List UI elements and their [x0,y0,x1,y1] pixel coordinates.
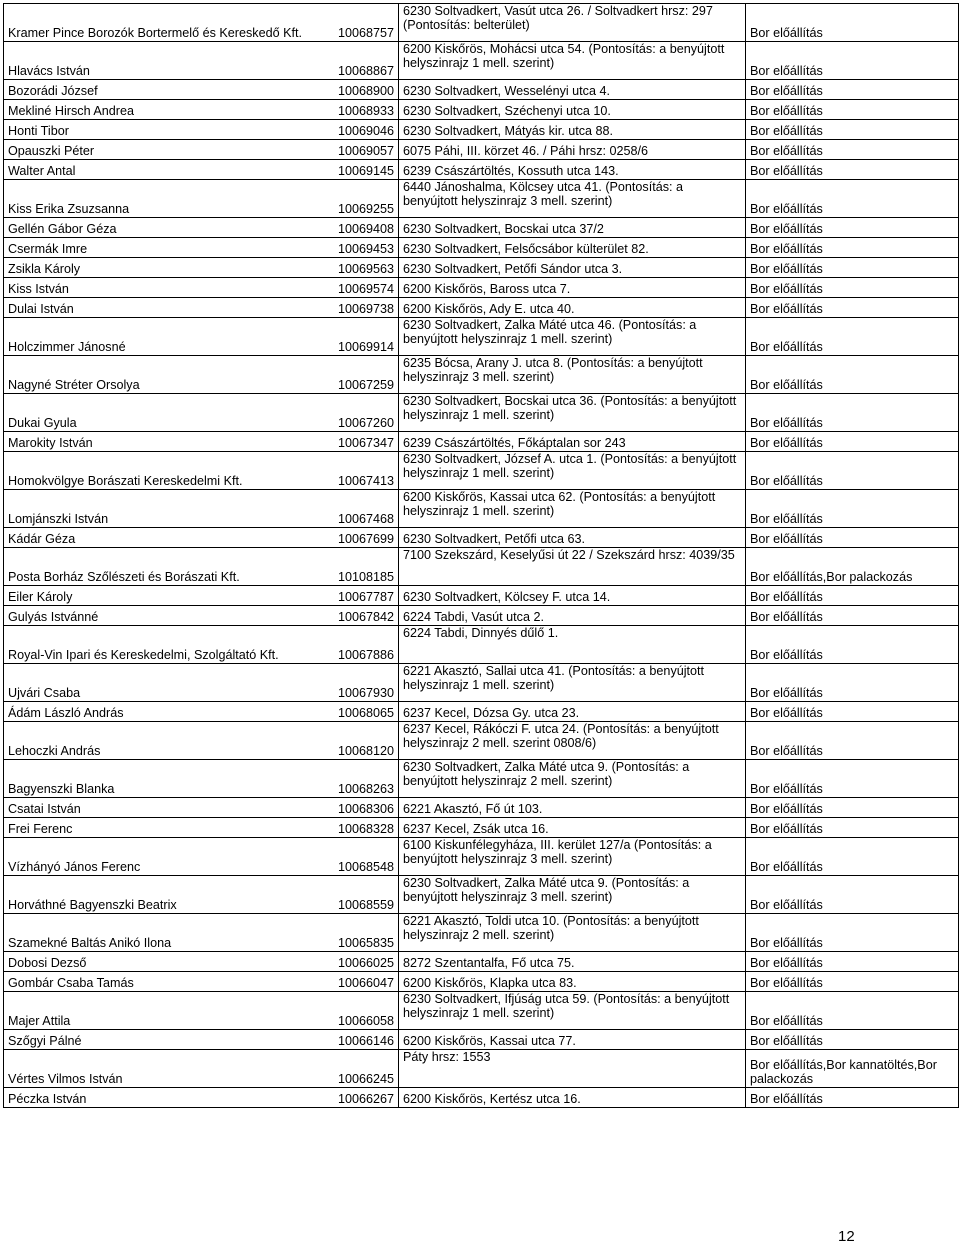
operator-name: Dobosi Dezső [8,956,87,970]
registry-id: 10066267 [337,1092,394,1106]
registry-id: 10066245 [337,1072,394,1086]
site-address: 6230 Soltvadkert, Petőfi Sándor utca 3. [399,258,746,278]
activity-type: Bor előállítás [746,120,959,140]
site-address: 6237 Kecel, Zsák utca 16. [399,818,746,838]
site-address: 6221 Akasztó, Toldi utca 10. (Pontosítás: a benyújtott helyszinrajz 2 mell. szerint) [399,914,746,952]
operator-name: Frei Ferenc [8,822,73,836]
site-address: 6200 Kiskőrös, Kassai utca 77. [399,1030,746,1050]
site-address: Páty hrsz: 1553 [399,1050,746,1088]
table-row [4,4,959,42]
registry-id: 10068900 [337,84,394,98]
site-address: 8272 Szentantalfa, Fő utca 75. [399,952,746,972]
operator-cell [4,798,399,818]
registry-id: 10068065 [337,706,394,720]
site-address: 6230 Soltvadkert, Bocskai utca 36. (Pontosítás: a benyújtott helyszinrajz 1 mell. szerint) [399,394,746,432]
activity-type: Bor előállítás [746,238,959,258]
activity-type: Bor előállítás [746,664,959,702]
registry-id: 10069453 [337,242,394,256]
registry-id: 10066025 [337,956,394,970]
activity-type: Bor előállítás [746,818,959,838]
activity-type: Bor előállítás [746,972,959,992]
table-row [4,992,959,1030]
activity-type: Bor előállítás [746,432,959,452]
site-address: 6221 Akasztó, Fő út 103. [399,798,746,818]
activity-type: Bor előállítás [746,298,959,318]
site-address: 6237 Kecel, Dózsa Gy. utca 23. [399,702,746,722]
operator-name: Honti Tibor [8,124,69,138]
registry-id: 10069255 [337,202,394,216]
operator-name: Kiss Erika Zsuzsanna [8,202,130,216]
registry-id: 10069408 [337,222,394,236]
operator-name: Dulai István [8,302,74,316]
site-address: 6237 Kecel, Rákóczi F. utca 24. (Pontosítás: a benyújtott helyszinrajz 2 mell. szerint 0808/6) [399,722,746,760]
registry-id: 10067842 [337,610,394,624]
operator-cell [4,140,399,160]
operator-name: Walter Antal [8,164,76,178]
site-address: 6221 Akasztó, Sallai utca 41. (Pontosítás: a benyújtott helyszinrajz 1 mell. szerint) [399,664,746,702]
registry-id: 10066058 [337,1014,394,1028]
activity-type: Bor előállítás [746,626,959,664]
registry-id: 10067699 [337,532,394,546]
operator-cell [4,528,399,548]
operator-cell [4,100,399,120]
operator-cell [4,258,399,278]
operator-cell [4,238,399,258]
activity-type: Bor előállítás [746,1030,959,1050]
operator-name: Kiss István [8,282,69,296]
operator-cell [4,702,399,722]
table-row [4,722,959,760]
operator-name: Lehoczki András [8,744,101,758]
operator-name: Ádám László András [8,706,124,720]
table-row [4,80,959,100]
table-row [4,664,959,702]
table-row [4,258,959,278]
operator-name: Ujvári Csaba [8,686,81,700]
registry-id: 10067787 [337,590,394,604]
operator-name: Péczka István [8,1092,87,1106]
operator-cell [4,1030,399,1050]
table-row [4,838,959,876]
registry-id: 10068306 [337,802,394,816]
site-address: 6235 Bócsa, Arany J. utca 8. (Pontosítás: a benyújtott helyszinrajz 3 mell. szerint) [399,356,746,394]
registry-table [3,3,959,1108]
table-row [4,914,959,952]
operator-name: Posta Borház Szőlészeti és Borászati Kft. [8,570,240,584]
operator-cell [4,664,399,702]
activity-type: Bor előállítás [746,218,959,238]
operator-cell [4,992,399,1030]
operator-name: Csatai István [8,802,81,816]
activity-type: Bor előállítás [746,42,959,80]
operator-name: Horváthné Bagyenszki Beatrix [8,898,177,912]
operator-cell [4,4,399,42]
site-address: 6230 Soltvadkert, Zalka Máté utca 9. (Pontosítás: a benyújtott helyszinrajz 3 mell. szerint) [399,876,746,914]
table-row [4,160,959,180]
site-address: 6230 Soltvadkert, Felsőcsábor külterület 82. [399,238,746,258]
activity-type: Bor előállítás [746,798,959,818]
operator-cell [4,838,399,876]
table-row [4,452,959,490]
site-address: 6230 Soltvadkert, József A. utca 1. (Pontosítás: a benyújtott helyszinrajz 1 mell. szerint) [399,452,746,490]
activity-type: Bor előállítás [746,356,959,394]
activity-type: Bor előállítás [746,394,959,432]
table-row [4,120,959,140]
operator-name: Mekliné Hirsch Andrea [8,104,134,118]
registry-id: 10068559 [337,898,394,912]
operator-name: Opauszki Péter [8,144,95,158]
table-row [4,180,959,218]
site-address: 6224 Tabdi, Vasút utca 2. [399,606,746,626]
operator-cell [4,548,399,586]
operator-cell [4,120,399,140]
activity-type: Bor előállítás [746,180,959,218]
registry-id: 10069057 [337,144,394,158]
site-address: 6200 Kiskőrös, Ady E. utca 40. [399,298,746,318]
site-address: 6239 Császártöltés, Főkáptalan sor 243 [399,432,746,452]
table-row [4,818,959,838]
table-row [4,356,959,394]
registry-body [4,4,959,1108]
operator-name: Szamekné Baltás Anikó Ilona [8,936,172,950]
site-address: 6230 Soltvadkert, Zalka Máté utca 46. (Pontosítás: a benyújtott helyszinrajz 1 mell. szerint) [399,318,746,356]
site-address: 6230 Soltvadkert, Ifjúság utca 59. (Pontosítás: a benyújtott helyszinrajz 1 mell. szerint) [399,992,746,1030]
operator-cell [4,914,399,952]
table-row [4,626,959,664]
activity-type: Bor előállítás [746,528,959,548]
activity-type: Bor előállítás [746,952,959,972]
site-address: 6440 Jánoshalma, Kölcsey utca 41. (Pontosítás: a benyújtott helyszinrajz 3 mell. szerint) [399,180,746,218]
operator-cell [4,876,399,914]
operator-name: Kádár Géza [8,532,76,546]
operator-name: Homokvölgye Borászati Kereskedelmi Kft. [8,474,243,488]
activity-type: Bor előállítás [746,318,959,356]
table-row [4,298,959,318]
table-row [4,876,959,914]
activity-type: Bor előállítás [746,722,959,760]
registry-id: 10069145 [337,164,394,178]
operator-name: Marokity István [8,436,93,450]
registry-id: 10108185 [337,570,394,584]
operator-name: Gellén Gábor Géza [8,222,117,236]
operator-name: Eiler Károly [8,590,73,604]
registry-id: 10067886 [337,648,394,662]
activity-type: Bor előállítás [746,1088,959,1108]
site-address: 6230 Soltvadkert, Bocskai utca 37/2 [399,218,746,238]
activity-type: Bor előállítás [746,140,959,160]
operator-name: Royal-Vin Ipari és Kereskedelmi, Szolgáltató Kft. [8,648,279,662]
operator-cell [4,626,399,664]
site-address: 6200 Kiskőrös, Mohácsi utca 54. (Pontosítás: a benyújtott helyszinrajz 1 mell. szerint) [399,42,746,80]
operator-name: Dukai Gyula [8,416,77,430]
table-row [4,100,959,120]
activity-type: Bor előállítás [746,490,959,528]
operator-cell [4,356,399,394]
activity-type: Bor előállítás [746,606,959,626]
operator-cell [4,972,399,992]
table-row [4,606,959,626]
operator-name: Vízhányó János Ferenc [8,860,141,874]
registry-id: 10069046 [337,124,394,138]
table-row [4,278,959,298]
table-row [4,1088,959,1108]
activity-type: Bor előállítás [746,80,959,100]
registry-id: 10068867 [337,64,394,78]
registry-id: 10067468 [337,512,394,526]
operator-name: Vértes Vilmos István [8,1072,123,1086]
site-address: 6200 Kiskőrös, Kertész utca 16. [399,1088,746,1108]
registry-id: 10066146 [337,1034,394,1048]
activity-type: Bor előállítás [746,258,959,278]
page-number: 12 [838,1228,855,1245]
activity-type: Bor előállítás [746,702,959,722]
registry-id: 10068263 [337,782,394,796]
operator-cell [4,42,399,80]
operator-name: Csermák Imre [8,242,88,256]
registry-id: 10068120 [337,744,394,758]
operator-name: Bozorádi József [8,84,98,98]
operator-cell [4,760,399,798]
registry-id: 10067259 [337,378,394,392]
operator-cell [4,318,399,356]
registry-id: 10067413 [337,474,394,488]
operator-cell [4,278,399,298]
activity-type: Bor előállítás,Bor palackozás [746,548,959,586]
registry-id: 10069563 [337,262,394,276]
operator-name: Gombár Csaba Tamás [8,976,134,990]
site-address: 6100 Kiskunfélegyháza, III. kerület 127/a (Pontosítás: a benyújtott helyszinrajz 3 mell. szerint) [399,838,746,876]
site-address: 7100 Szekszárd, Keselyűsi út 22 / Szekszárd hrsz: 4039/35 [399,548,746,586]
site-address: 6239 Császártöltés, Kossuth utca 143. [399,160,746,180]
site-address: 6224 Tabdi, Dinnyés dűlő 1. [399,626,746,664]
registry-id: 10067347 [337,436,394,450]
site-address: 6230 Soltvadkert, Petőfi utca 63. [399,528,746,548]
site-address: 6230 Soltvadkert, Vasút utca 26. / Soltvadkert hrsz: 297 (Pontosítás: belterület) [399,4,746,42]
table-row [4,140,959,160]
operator-cell [4,606,399,626]
operator-cell [4,80,399,100]
table-row [4,490,959,528]
table-row [4,1030,959,1050]
site-address: 6200 Kiskőrös, Klapka utca 83. [399,972,746,992]
operator-cell [4,394,399,432]
site-address: 6075 Páhi, III. körzet 46. / Páhi hrsz: 0258/6 [399,140,746,160]
activity-type: Bor előállítás [746,992,959,1030]
operator-name: Hlavács István [8,64,90,78]
operator-name: Lomjánszki István [8,512,109,526]
operator-name: Gulyás Istvánné [8,610,99,624]
site-address: 6230 Soltvadkert, Széchenyi utca 10. [399,100,746,120]
registry-id: 10066047 [337,976,394,990]
registry-id: 10067260 [337,416,394,430]
registry-id: 10068757 [337,26,394,40]
table-row [4,1050,959,1088]
operator-cell [4,1050,399,1088]
activity-type: Bor előállítás [746,160,959,180]
site-address: 6200 Kiskőrös, Kassai utca 62. (Pontosítás: a benyújtott helyszinrajz 1 mell. szerint) [399,490,746,528]
registry-id: 10067930 [337,686,394,700]
registry-id: 10068328 [337,822,394,836]
table-row [4,586,959,606]
table-row [4,432,959,452]
operator-cell [4,586,399,606]
activity-type: Bor előállítás [746,4,959,42]
table-row [4,318,959,356]
table-row [4,760,959,798]
activity-type: Bor előállítás [746,586,959,606]
activity-type: Bor előállítás [746,452,959,490]
activity-type: Bor előállítás [746,100,959,120]
site-address: 6230 Soltvadkert, Mátyás kir. utca 88. [399,120,746,140]
registry-id: 10068933 [337,104,394,118]
activity-type: Bor előállítás [746,876,959,914]
registry-id: 10065835 [337,936,394,950]
table-row [4,702,959,722]
operator-name: Holczimmer Jánosné [8,340,126,354]
operator-cell [4,160,399,180]
activity-type: Bor előállítás [746,278,959,298]
table-row [4,798,959,818]
operator-cell [4,490,399,528]
operator-cell [4,218,399,238]
site-address: 6230 Soltvadkert, Kölcsey F. utca 14. [399,586,746,606]
operator-cell [4,432,399,452]
operator-name: Kramer Pince Borozók Bortermelő és Kereskedő Kft. [8,26,302,40]
activity-type: Bor előállítás,Bor kannatöltés,Bor palackozás [746,1050,959,1088]
table-row [4,548,959,586]
operator-cell [4,1088,399,1108]
table-row [4,972,959,992]
activity-type: Bor előállítás [746,914,959,952]
registry-id: 10069574 [337,282,394,296]
operator-name: Szőgyi Pálné [8,1034,82,1048]
table-row [4,528,959,548]
activity-type: Bor előállítás [746,838,959,876]
operator-cell [4,952,399,972]
operator-cell [4,722,399,760]
operator-cell [4,452,399,490]
operator-cell [4,818,399,838]
table-row [4,238,959,258]
registry-id: 10069914 [337,340,394,354]
site-address: 6230 Soltvadkert, Zalka Máté utca 9. (Pontosítás: a benyújtott helyszinrajz 2 mell. szerint) [399,760,746,798]
operator-name: Majer Attila [8,1014,71,1028]
operator-name: Bagyenszki Blanka [8,782,115,796]
operator-name: Zsikla Károly [8,262,81,276]
operator-cell [4,180,399,218]
table-row [4,394,959,432]
registry-id: 10069738 [337,302,394,316]
operator-name: Nagyné Stréter Orsolya [8,378,140,392]
table-row [4,218,959,238]
activity-type: Bor előállítás [746,760,959,798]
operator-cell [4,298,399,318]
table-row [4,42,959,80]
site-address: 6230 Soltvadkert, Wesselényi utca 4. [399,80,746,100]
site-address: 6200 Kiskőrös, Baross utca 7. [399,278,746,298]
table-row [4,952,959,972]
registry-id: 10068548 [337,860,394,874]
